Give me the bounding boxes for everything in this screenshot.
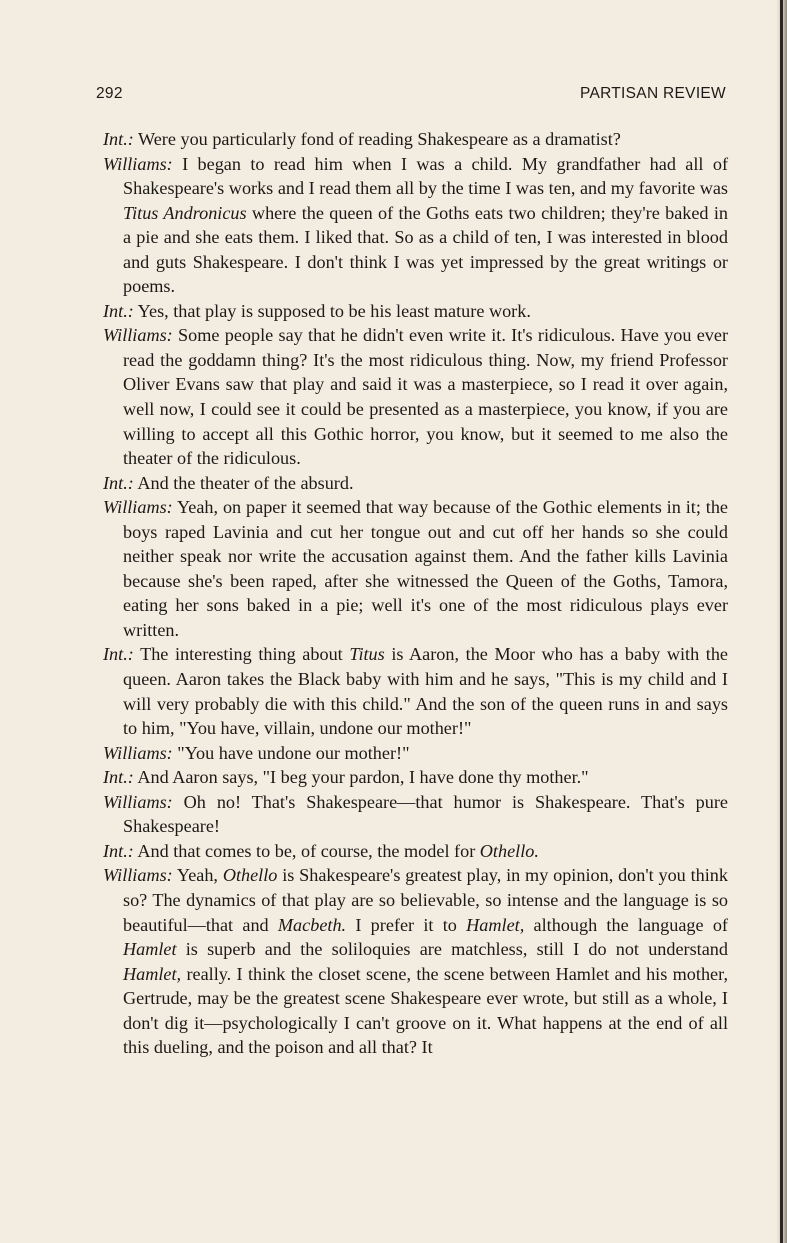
paragraph-text: where the queen of the Goths eats two children; they're baked in a pie and she eats them. I liked that. So as a child of ten, I was interested in blood and guts Shakespeare. I don't think I was yet impressed by the great writings or poems. (123, 202, 729, 297)
speaker-label: Williams: (103, 865, 173, 886)
title-reference: Titus Andronicus (123, 202, 247, 223)
interview-text (103, 127, 728, 1060)
running-header (96, 85, 726, 109)
speaker-label: Int.: (103, 129, 134, 149)
title-reference: Titus (349, 644, 385, 665)
paragraph-text: is Shakespeare's greatest play, in my opinion, don't you think so? The dynamics of that play are so believable, so intense and the language is so beautiful—that and (123, 865, 728, 935)
interview-paragraph (103, 152, 728, 299)
paragraph-text: really. I think the closet scene, the scene between Hamlet and his mother, Gertrude, may be the greatest scene Shakespeare ever wrote, but still as a whole, I don't dig it—psychologically I can't groove on it. What happens at the end of all this dueling, and the poison and all that? It (123, 963, 728, 1058)
interview-paragraph (103, 863, 728, 1059)
title-reference: Hamlet (123, 939, 177, 960)
speaker-label: Williams: (103, 497, 173, 518)
title-reference: Hamlet, (123, 963, 182, 984)
paragraph-text: is superb and the soliloquies are matchless, still I do not understand (176, 939, 728, 960)
speaker-label: Int.: (103, 840, 134, 861)
speaker-label: Int.: (103, 644, 134, 665)
journal-title: PARTISAN REVIEW (579, 85, 726, 102)
paragraph-text: And Aaron says, "I beg your pardon, I have done thy mother." (133, 767, 589, 788)
speaker-label: Int.: (103, 767, 134, 788)
paragraph-text: although the language of (524, 914, 728, 935)
interview-paragraph (103, 741, 728, 766)
paragraph-text: Yeah, on paper it seemed that way because of the Gothic elements in it; the boys raped Lavinia and cut her tongue out and cut off her hands so she could neither speak nor write the accusation against them. And the father kills Lavinia because she's been raped, after she witnessed the Queen of the Goths, Tamora, eating her sons baked in a pie; well it's one of the most ridiculous plays ever written. (123, 497, 728, 640)
interview-paragraph (103, 642, 728, 740)
paragraph-text: The interesting thing about (133, 644, 350, 665)
interview-paragraph (103, 323, 728, 470)
speaker-label: Williams: (103, 325, 173, 346)
interview-paragraph (103, 471, 728, 496)
speaker-label: Williams: (103, 742, 173, 763)
speaker-label: Int.: (103, 472, 134, 493)
paragraph-text: Were you particularly fond of reading Shakespeare as a dramatist? (133, 129, 621, 149)
title-reference: Hamlet, (466, 914, 525, 935)
paragraph-text: Yes, that play is supposed to be his least mature work. (133, 300, 531, 321)
paragraph-text: Some people say that he didn't even write it. It's ridiculous. Have you ever read the goddamn thing? It's the most ridiculous thing. Now, my friend Professor Oliver Evans saw that play and said it was a masterpiece, so I read it over again, well now, I could see it could be presented as a masterpiece, you know, if you are willing to accept all this Gothic horror, you know, but it seemed to me also the theater of the ridiculous. (123, 325, 728, 469)
page-number: 292 (96, 85, 123, 102)
speaker-label: Int.: (103, 300, 134, 321)
interview-paragraph (103, 127, 728, 152)
interview-paragraph (103, 299, 728, 324)
paragraph-text: Oh no! That's Shakespeare—that humor is Shakespeare. That's pure Shakespeare! (123, 791, 728, 837)
interview-paragraph (103, 839, 728, 864)
paragraph-text: I began to read him when I was a child. My grandfather had all of Shakespeare's works and I read them all by the time I was ten, and my favorite was (123, 153, 728, 199)
title-reference: Othello. (479, 840, 539, 861)
paragraph-text: Yeah, (172, 865, 223, 886)
paragraph-text: I prefer it to (346, 914, 467, 935)
title-reference: Othello (222, 865, 278, 886)
paragraph-text: is Aaron, the Moor who has a baby with the queen. Aaron takes the Black baby with him and he says, "This is my child and I will very probably die with this child." And the son of the queen runs in and says to him, "You have, villain, undone our mother!" (123, 644, 729, 739)
paragraph-text: And the theater of the absurd. (133, 472, 354, 493)
title-reference: Macbeth. (277, 914, 347, 935)
speaker-label: Williams: (103, 153, 173, 174)
interview-paragraph (103, 495, 728, 642)
speaker-label: Williams: (103, 791, 173, 812)
interview-paragraph (103, 765, 728, 790)
page-edge-line (780, 0, 783, 1243)
interview-paragraph (103, 790, 728, 839)
paragraph-text: And that comes to be, of course, the model for (133, 840, 480, 861)
paragraph-text: "You have undone our mother!" (172, 742, 410, 763)
